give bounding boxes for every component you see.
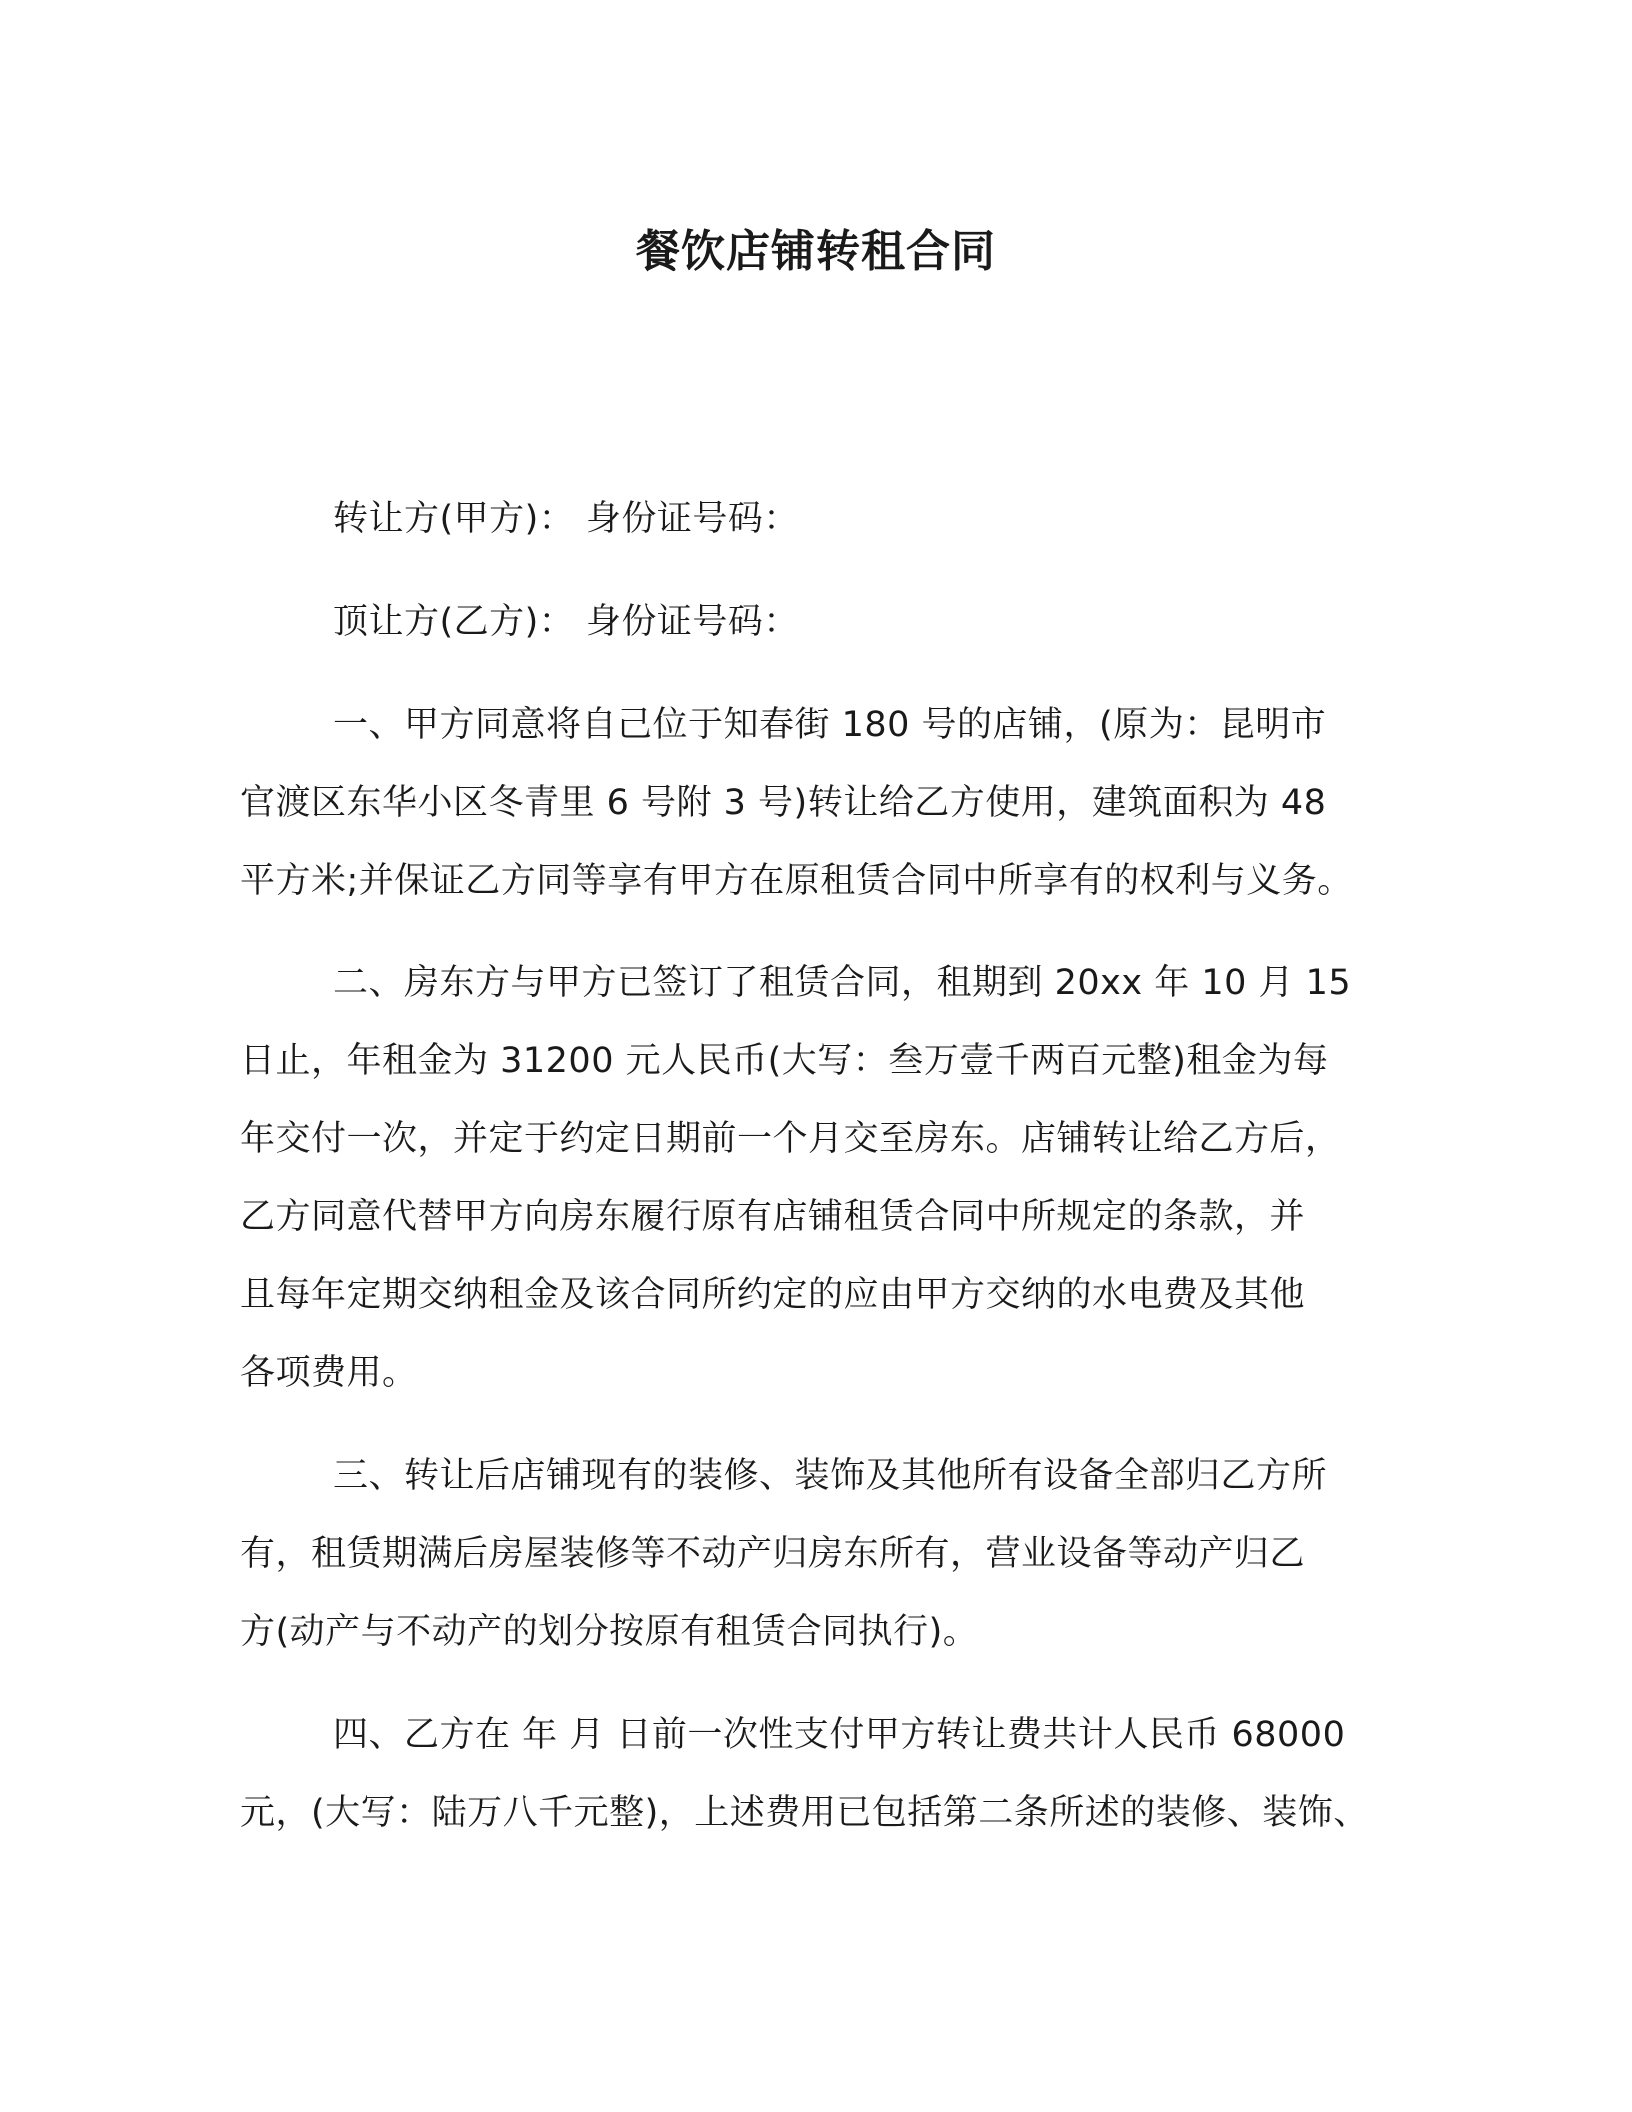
document-title: 餐饮店铺转租合同	[636, 226, 996, 277]
party-b-line: 顶让方(乙方)： 身份证号码：	[333, 602, 799, 642]
clause-4-line-1: 四、乙方在 年 月 日前一次性支付甲方转让费共计人民币 68000	[333, 1715, 1346, 1755]
clause-2-line-6: 各项费用。	[240, 1353, 418, 1393]
clause-1-line-3: 平方米;并保证乙方同等享有甲方在原租赁合同中所享有的权利与义务。	[240, 861, 1353, 901]
party-a-line: 转让方(甲方)： 身份证号码：	[333, 499, 799, 539]
clause-2-line-2: 日止，年租金为 31200 元人民币(大写：叁万壹千两百元整)租金为每	[240, 1041, 1329, 1081]
clause-3-line-1: 三、转让后店铺现有的装修、装饰及其他所有设备全部归乙方所	[333, 1456, 1328, 1496]
clause-3-line-2: 有，租赁期满后房屋装修等不动产归房东所有，营业设备等动产归乙	[240, 1534, 1306, 1574]
clause-2-line-1: 二、房东方与甲方已签订了租赁合同，租期到 20xx 年 10 月 15	[333, 963, 1352, 1003]
clause-3-line-3: 方(动产与不动产的划分按原有租赁合同执行)。	[240, 1612, 979, 1652]
clause-1-line-1: 一、甲方同意将自己位于知春街 180 号的店铺，(原为：昆明市	[333, 705, 1327, 745]
clause-2-line-5: 且每年定期交纳租金及该合同所约定的应由甲方交纳的水电费及其他	[240, 1275, 1306, 1315]
clause-2-line-4: 乙方同意代替甲方向房东履行原有店铺租赁合同中所规定的条款，并	[240, 1197, 1306, 1237]
clause-2-line-3: 年交付一次，并定于约定日期前一个月交至房东。店铺转让给乙方后，	[240, 1119, 1341, 1159]
clause-1-line-2: 官渡区东华小区冬青里 6 号附 3 号)转让给乙方使用，建筑面积为 48	[240, 783, 1327, 823]
clause-4-line-2: 元，(大写：陆万八千元整)，上述费用已包括第二条所述的装修、装饰、	[240, 1793, 1369, 1833]
